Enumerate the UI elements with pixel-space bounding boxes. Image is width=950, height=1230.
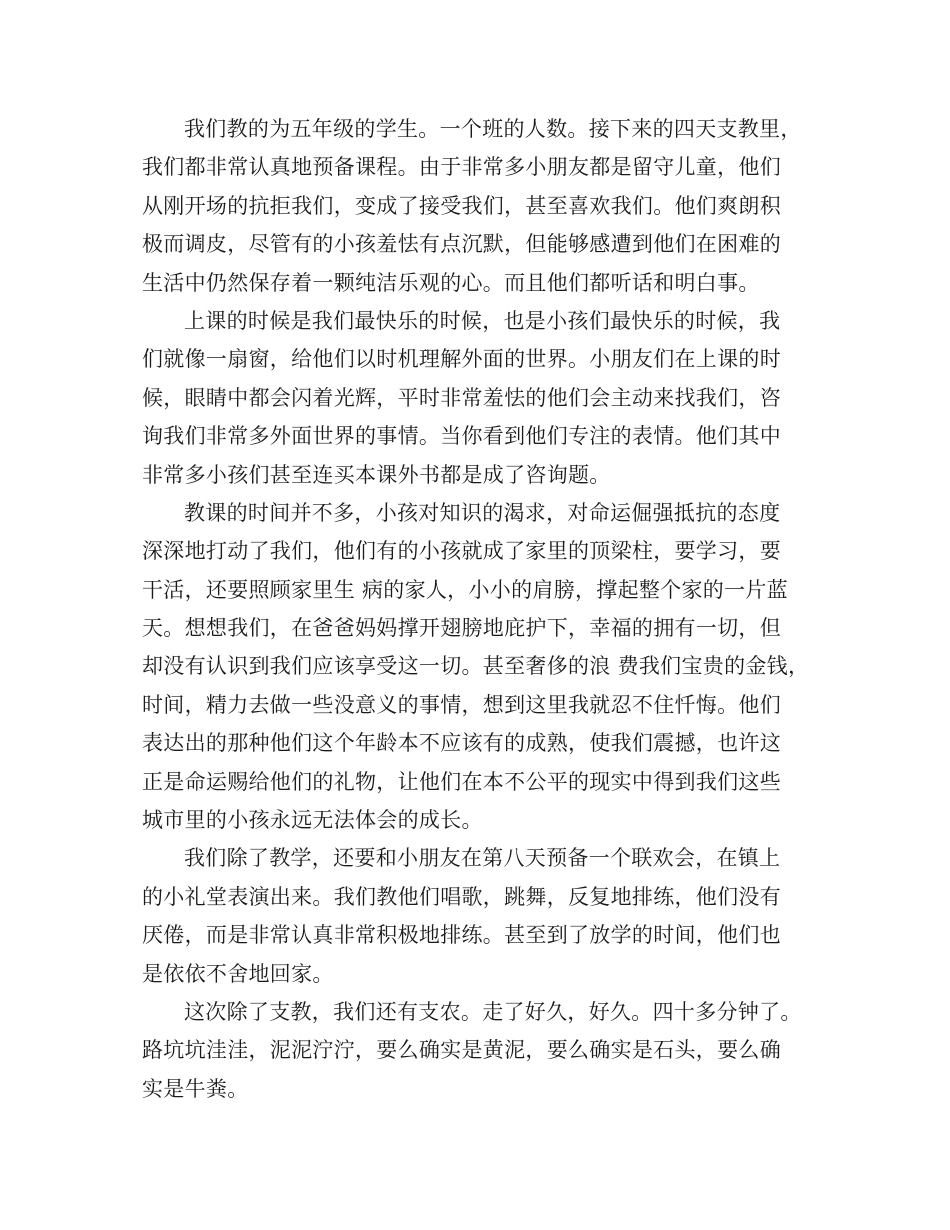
text-line: 正是命运赐给他们的礼物，让他们在本不公平的现实中得到我们这些 bbox=[142, 769, 781, 794]
text-line: 这次除了支教，我们还有支农。走了好久，好久。四十多分钟了。 bbox=[184, 999, 802, 1024]
text-line: 深深地打动了我们，他们有的小孩就成了家里的顶梁柱，要学习，要 bbox=[142, 539, 781, 564]
text-line: 们就像一扇窗，给他们以时机理解外面的世界。小朋友们在上课的时 bbox=[142, 347, 781, 372]
text-line: 却没有认识到我们应该享受这一切。甚至奢侈的浪 费我们宝贵的金钱， bbox=[142, 654, 810, 679]
text-line: 是依依不舍地回家。 bbox=[142, 961, 334, 986]
text-line: 实是牛粪。 bbox=[142, 1076, 249, 1101]
text-line: 教课的时间并不多，小孩对知识的渴求，对命运倔强抵抗的态度 bbox=[184, 500, 781, 525]
text-line: 上课的时候是我们最快乐的时候，也是小孩们最快乐的时候，我 bbox=[184, 308, 781, 333]
text-line: 天。想想我们，在爸爸妈妈撑开翅膀地庇护下，幸福的拥有一切，但 bbox=[142, 616, 781, 641]
text-line: 城市里的小孩永远无法体会的成长。 bbox=[142, 808, 483, 833]
paragraph-1 bbox=[142, 110, 822, 302]
text-line: 我们都非常认真地预备课程。由于非常多小朋友都是留守儿童，他们 bbox=[142, 155, 781, 180]
text-line: 的小礼堂表演出来。我们教他们唱歌，跳舞，反复地排练，他们没有 bbox=[142, 884, 781, 909]
text-line: 非常多小孩们甚至连买本课外书都是成了咨询题。 bbox=[142, 462, 611, 487]
text-line: 询我们非常多外面世界的事情。当你看到他们专注的表情。他们其中 bbox=[142, 424, 781, 449]
text-line: 我们教的为五年级的学生。一个班的人数。接下来的四天支教里， bbox=[184, 117, 802, 141]
paragraph-2 bbox=[142, 302, 822, 494]
text-line: 从刚开场的抗拒我们，变成了接受我们，甚至喜欢我们。他们爽朗积 bbox=[142, 193, 781, 218]
body-text bbox=[142, 110, 822, 1108]
paragraph-5 bbox=[142, 993, 822, 1108]
text-line: 厌倦，而是非常认真非常积极地排练。甚至到了放学的时间，他们也 bbox=[142, 923, 781, 948]
paragraph-3 bbox=[142, 494, 822, 840]
text-line: 时间，精力去做一些没意义的事情，想到这里我就忍不住忏悔。他们 bbox=[142, 692, 781, 717]
text-line: 候，眼睛中都会闪着光辉，平时非常羞怯的他们会主动来找我们，咨 bbox=[142, 385, 781, 410]
text-line: 我们除了教学，还要和小朋友在第八天预备一个联欢会，在镇上 bbox=[184, 846, 781, 871]
text-line: 表达出的那种他们这个年龄本不应该有的成熟，使我们震撼，也许这 bbox=[142, 731, 781, 756]
text-line: 路坑坑洼洼，泥泥泞泞，要么确实是黄泥，要么确实是石头，要么确 bbox=[142, 1038, 781, 1063]
text-line: 干活，还要照顾家里生 病的家人，小小的肩膀，撑起整个家的一片蓝 bbox=[142, 577, 788, 602]
text-line: 生活中仍然保存着一颗纯洁乐观的心。而且他们都听话和明白事。 bbox=[142, 270, 760, 295]
paragraph-4 bbox=[142, 839, 822, 993]
text-line: 极而调皮，尽管有的小孩羞怯有点沉默，但能够感遭到他们在困难的 bbox=[142, 232, 781, 257]
